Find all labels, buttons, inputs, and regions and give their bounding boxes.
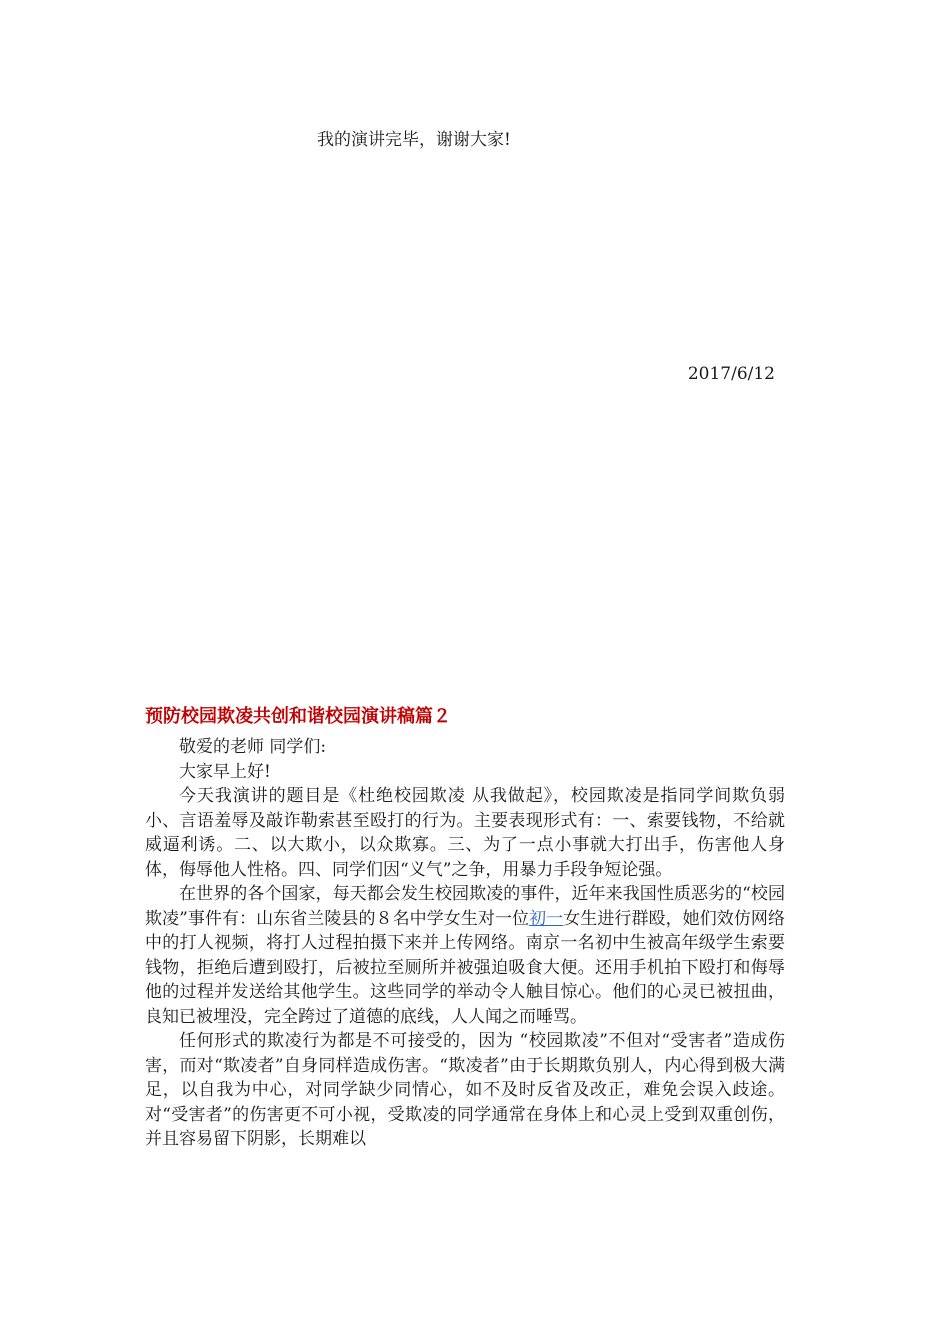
paragraph-2-text-b: 女生进行群殴，她们效仿网络中的打人视频，将打人过程拍摄下来并上传网络。南京一名初中生被高年级学生索要钱物，拒绝后遭到殴打，后被拉至厕所并被强迫吸食大便。还用手机拍下殴打和侮辱他的过程并发送给其他学生。这些同学的举动令人触目惊心。他们的心灵已被扭曲，良知已被埋没，完全跨过了道德的底线，人人闻之而唾骂。 bbox=[145, 908, 785, 1027]
salutation: 敬爱的老师 同学们: bbox=[179, 737, 327, 757]
paragraph-2 bbox=[145, 882, 785, 1029]
paragraph-3: 任何形式的欺凌行为都是不可接受的，因为 “校园欺凌”不但对“受害者”造成伤害，而对“欺凌者”自身同样造成伤害。“欺凌者”由于长期欺负别人，内心得到极大满足，以自我为中心，对同学缺少同情心，如不及时反省及改正，难免会误入歧途。对“受害者”的伤害更不可小视，受欺凌的同学通常在身体上和心灵上受到双重创伤，并且容易留下阴影，长期难以 bbox=[145, 1031, 785, 1149]
speech-date: 2017/6/12 bbox=[687, 364, 775, 384]
chuyi-link[interactable]: 初一 bbox=[529, 908, 564, 929]
article-title: 预防校园欺凌共创和谐校园演讲稿篇２ bbox=[145, 706, 451, 727]
paragraph-2-text-a: 在世界的各个国家，每天都会发生校园欺凌的事件，近年来我国性质恶劣的“校园欺凌”事件有：山东省兰陵县的８名中学女生对一位 bbox=[145, 884, 785, 929]
closing-line: 我的演讲完毕，谢谢大家! bbox=[317, 130, 511, 150]
paragraph-1: 今天我演讲的题目是《杜绝校园欺凌 从我做起》，校园欺凌是指同学间欺负弱小、言语羞辱及敲诈勒索甚至殴打的行为。主要表现形式有：一、索要钱物，不给就威逼利诱。二、以大欺小，以众欺寡。三、为了一点小事就大打出手，伤害他人身体，侮辱他人性格。四、同学们因“义气”之争，用暴力手段争短论强。 bbox=[145, 786, 785, 880]
greeting: 大家早上好! bbox=[179, 761, 271, 782]
article-body bbox=[145, 703, 785, 1152]
